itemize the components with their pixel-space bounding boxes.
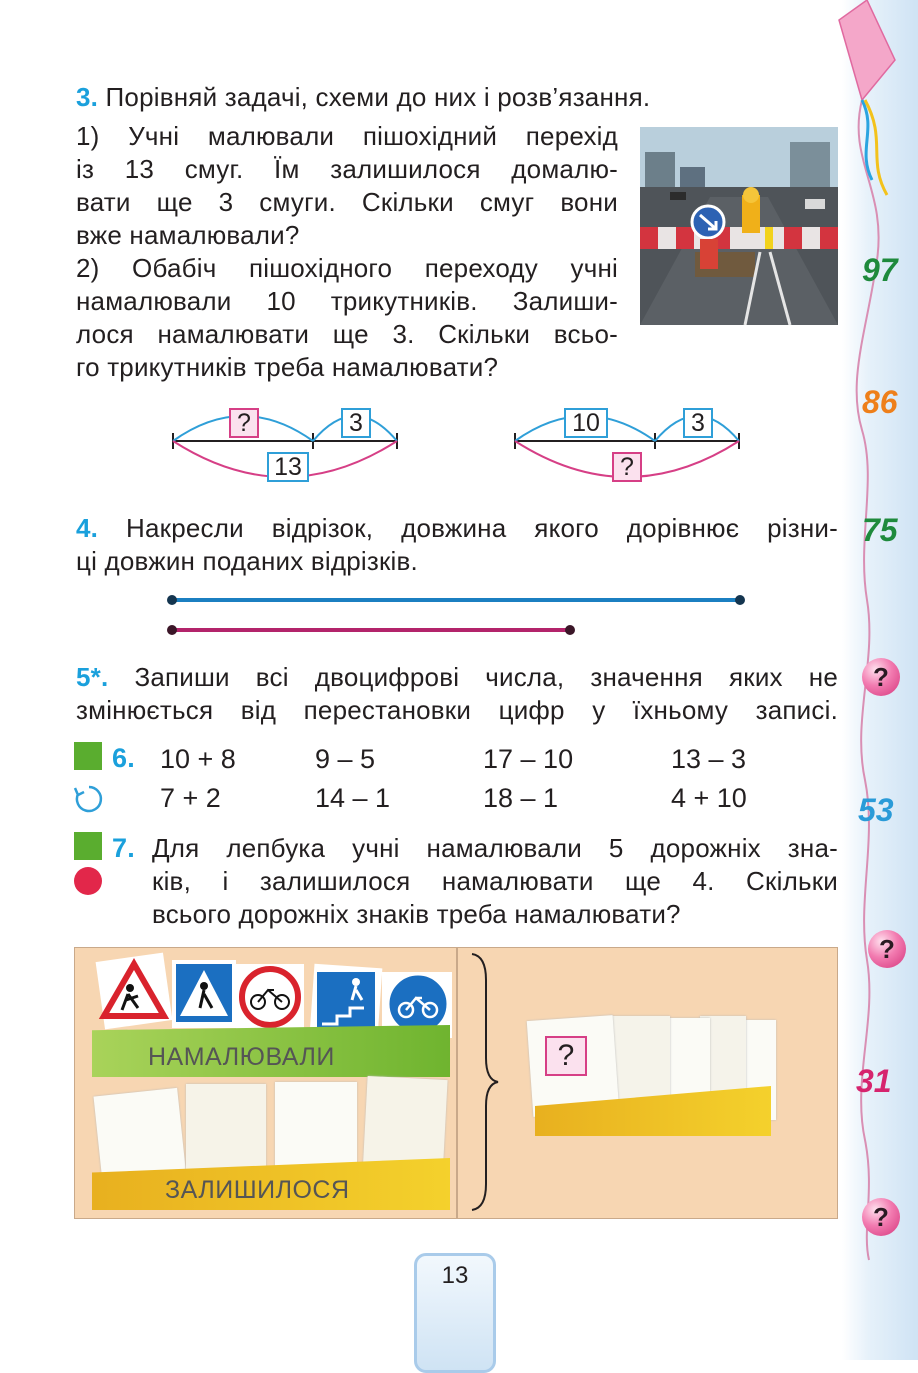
crosswalk-photo	[640, 127, 838, 325]
value-box: 10	[564, 408, 608, 438]
unknown-box: ?	[229, 408, 259, 438]
children-sign-icon	[96, 953, 173, 1030]
expression: 4 + 10	[671, 783, 747, 813]
task5	[76, 661, 838, 727]
expression: 10 + 8	[160, 744, 236, 774]
expression: 17 – 10	[483, 744, 574, 774]
task4	[76, 512, 838, 578]
expression: 9 – 5	[315, 744, 376, 774]
expression: 7 + 2	[160, 783, 221, 813]
unknown-box: ?	[612, 452, 642, 482]
task7-text	[152, 832, 838, 931]
expression: 13 – 3	[671, 744, 747, 774]
problem2-line: лося намалювати ще 3. Скільки всьо-	[76, 319, 618, 349]
problem2-line: го трикутників треба намалювати?	[76, 352, 499, 382]
task7-line: ків, і залишилося намалювати ще 4. Скільки	[152, 866, 838, 896]
task5-line: змінюється від перестановки цифр у їхньому записі.	[76, 695, 838, 725]
question-icon: ?	[862, 1198, 900, 1236]
green-square-icon	[74, 832, 102, 860]
task-number: 6.	[112, 743, 135, 773]
task3-title: Порівняй задачі, схеми до них і розв’язання.	[105, 82, 651, 112]
repeat-icon	[73, 783, 105, 815]
sidebar-number-97: 97	[862, 252, 898, 288]
problem1-line: вже намалювали?	[76, 220, 300, 250]
problem1-line: із 13 смуг. Їм залишилося домалю-	[76, 154, 618, 184]
expression: 14 – 1	[315, 783, 391, 813]
task4-line: ці довжин поданих відрізків.	[76, 546, 418, 576]
value-box: 3	[683, 408, 713, 438]
task-number: 7.	[112, 833, 135, 863]
task-number: 3.	[76, 82, 99, 112]
task7-line: Для лепбука учні намалювали 5 дорожніх зна-	[152, 833, 838, 863]
brace	[466, 950, 502, 1215]
sidebar-number-31: 31	[856, 1063, 892, 1099]
task4-line: 4. Накресли відрізок, довжина якого дорівнює різни-	[76, 513, 838, 543]
problem2-line: 2) Обабіч пішохідного переходу учні	[76, 253, 618, 283]
segments	[160, 588, 760, 643]
no-bicycles-sign-icon	[236, 964, 304, 1030]
sidebar-number-86: 86	[862, 384, 898, 420]
task-number: 5*.	[76, 662, 109, 692]
unknown-box: ?	[545, 1036, 587, 1076]
sidebar	[842, 0, 918, 1360]
value-box: 3	[341, 408, 371, 438]
sidebar-number-53: 53	[858, 792, 894, 828]
pedestrian-crossing-sign-icon	[172, 960, 236, 1028]
sidebar-number-75: 75	[862, 512, 898, 548]
task-number: 4.	[76, 513, 99, 543]
problem2-line: намалювали 10 трикутників. Залиши-	[76, 286, 618, 316]
problem1-line: вати ще 3 смуги. Скільки смуг вони	[76, 187, 618, 217]
task7-line: всього дорожніх знаків треба намалювати?	[152, 899, 681, 929]
task5-line: 5*. Запиши всі двоцифрові числа, значення яких не	[76, 662, 838, 692]
expression: 18 – 1	[483, 783, 559, 813]
red-dot-icon	[74, 867, 102, 895]
blank-card	[186, 1084, 266, 1180]
task3-problems	[76, 120, 618, 384]
kite-icon	[839, 0, 895, 100]
question-icon: ?	[862, 658, 900, 696]
task3-title-line	[76, 81, 776, 114]
green-square-icon	[74, 742, 102, 770]
problem1-line: 1) Учні малювали пішохідний перехід	[76, 121, 618, 151]
page-number: 13	[441, 1262, 469, 1289]
left-label: ЗАЛИШИЛОСЯ	[165, 1176, 350, 1204]
value-box: 13	[267, 452, 309, 482]
drawn-label: НАМАЛЮВАЛИ	[148, 1043, 335, 1071]
question-icon: ?	[868, 930, 906, 968]
